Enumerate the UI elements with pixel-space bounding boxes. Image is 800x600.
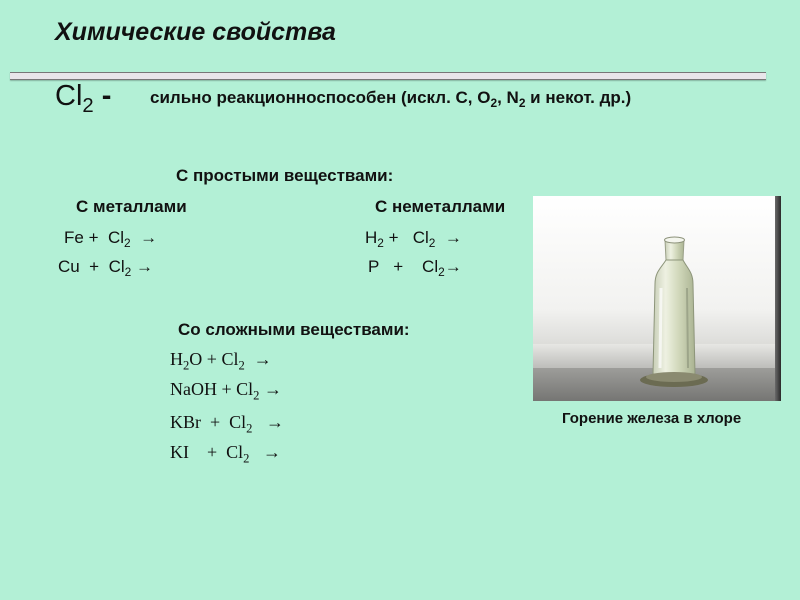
- desc-part-3: и некот. др.): [525, 88, 632, 107]
- glass-cylinder-photo: [533, 196, 781, 401]
- metal-equation: $Cu + Cl_2$ →: [58, 257, 153, 280]
- simple-substances-heading: С простыми веществами:: [176, 166, 394, 185]
- chlorine-subscript: 2: [82, 95, 94, 118]
- glass-cylinder-icon: [533, 196, 781, 401]
- reactivity-description: [150, 88, 632, 111]
- metals-heading: С металлами: [76, 197, 187, 216]
- nonmetal-equation: $H_2 + Cl_2$ →: [365, 228, 462, 251]
- complex-equation: KBr + $Cl_2$ →: [170, 412, 284, 436]
- complex-equation: NaOH + $Cl_2$ →: [170, 379, 282, 403]
- nonmetals-heading: С неметаллами: [375, 197, 506, 216]
- chlorine-symbol: Cl: [55, 80, 83, 112]
- complex-equation: KI + $Cl_2$ →: [170, 442, 281, 466]
- desc-part-2: , N: [497, 88, 519, 107]
- complex-substances-heading: Со сложными веществами:: [178, 320, 410, 339]
- chlorine-formula: [55, 80, 112, 118]
- complex-equation: $H_2O + Cl_2$ →: [170, 349, 272, 373]
- title-divider: [10, 72, 766, 80]
- desc-sub-2: 2: [518, 96, 526, 111]
- nonmetal-equation: P + $Cl_2\to$: [368, 257, 462, 280]
- metal-equation: $Fe + Cl_2$ →: [64, 228, 158, 251]
- desc-part-1: сильно реакционноспособен (искл. С, О: [150, 88, 491, 107]
- desc-sub-1: 2: [490, 96, 498, 111]
- slide-title: Химические свойства: [55, 18, 336, 46]
- photo-caption: Горение железа в хлоре: [562, 410, 742, 427]
- formula-dash: -: [101, 80, 112, 112]
